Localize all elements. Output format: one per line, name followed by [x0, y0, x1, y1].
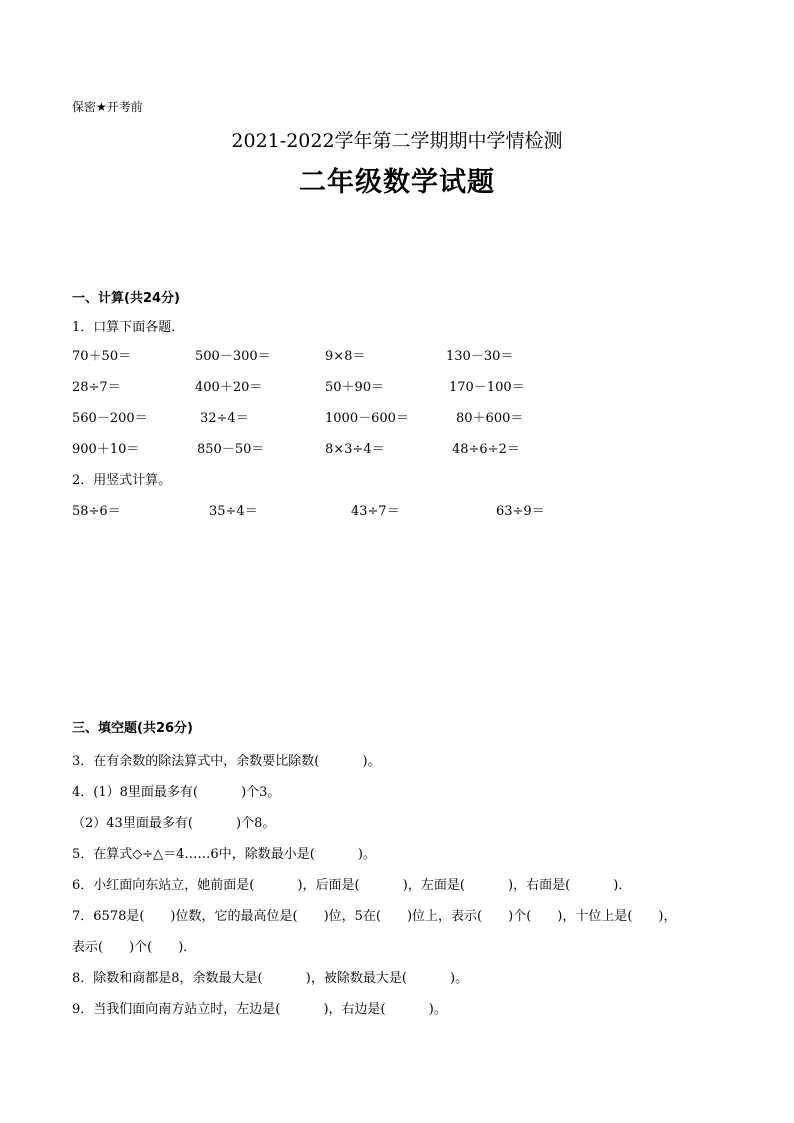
vertical-calc-item: 58÷6＝ — [72, 504, 121, 519]
vertical-calc-item: 63÷9＝ — [496, 504, 545, 519]
question-1-label: 1．口算下面各题． — [72, 320, 185, 335]
arith-cell: 28÷7＝ — [72, 380, 121, 395]
exam-title: 2021-2022学年第二学期期中学情检测 — [231, 130, 563, 152]
arith-cell: 50＋90＝ — [325, 380, 385, 395]
arith-cell: 850－50＝ — [197, 442, 265, 457]
vertical-calc-item: 35÷4＝ — [209, 504, 258, 519]
question-6: 6．小红面向东站立，她前面是( )，后面是( )，左面是( )，右面是( )． — [72, 878, 632, 893]
arith-cell: 900＋10＝ — [72, 442, 140, 457]
question-7-line-1: 7．6578是( )位数，它的最高位是( )位，5在( )位上，表示( )个( )，十位上是( )， — [72, 909, 677, 924]
question-4-part-2: （2）43里面最多有( )个8。 — [72, 816, 276, 831]
question-9: 9．当我们面向南方站立时，左边是( )，右边是( )。 — [72, 1002, 447, 1017]
arith-cell: 400＋20＝ — [195, 380, 263, 395]
section-heading-fill-blank: 三、填空题(共26分) — [72, 721, 193, 736]
arith-cell: 170－100＝ — [449, 380, 525, 395]
question-5: 5．在算式◇÷△＝4……6中，除数最小是( )。 — [72, 847, 376, 862]
question-7-line-2: 表示( )个( )． — [72, 940, 197, 955]
exam-subtitle: 二年级数学试题 — [299, 167, 495, 198]
arith-cell: 48÷6÷2＝ — [452, 442, 520, 457]
question-8: 8．除数和商都是8，余数最大是( )，被除数最大是( )。 — [72, 971, 469, 986]
question-4-part-1: 4．(1）8里面最多有( )个3。 — [72, 785, 281, 800]
arith-cell: 560－200＝ — [72, 411, 148, 426]
arith-cell: 32÷4＝ — [200, 411, 249, 426]
arith-cell: 1000－600＝ — [325, 411, 409, 426]
section-heading-calculation: 一、计算(共24分) — [72, 291, 180, 306]
question-3: 3．在有余数的除法算式中，余数要比除数( )。 — [72, 754, 381, 769]
vertical-calc-item: 43÷7＝ — [351, 504, 400, 519]
arith-cell: 70＋50＝ — [72, 349, 132, 364]
arith-cell: 130－30＝ — [446, 349, 514, 364]
arith-cell: 8×3÷4＝ — [325, 442, 385, 457]
arith-cell: 80＋600＝ — [456, 411, 524, 426]
arith-cell: 500－300＝ — [195, 349, 271, 364]
arith-cell: 9×8＝ — [325, 349, 366, 364]
confidential-mark: 保密★开考前 — [72, 100, 143, 114]
question-2-label: 2．用竖式计算。 — [72, 473, 172, 488]
